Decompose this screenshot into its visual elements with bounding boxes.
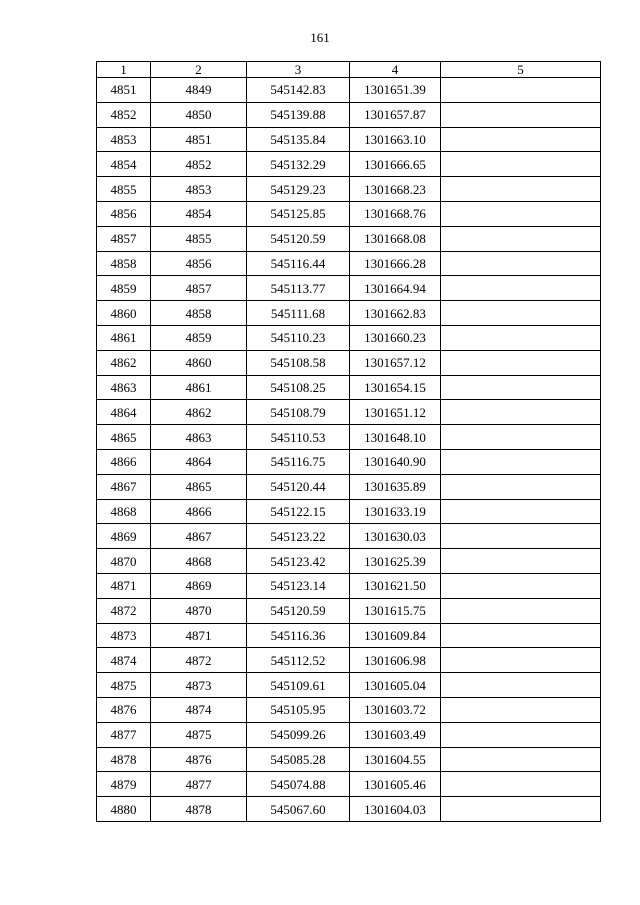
page-number: 161 <box>310 30 330 45</box>
table-cell: 4862 <box>151 400 247 425</box>
table-header-row <box>97 62 601 78</box>
table-cell: 4871 <box>97 573 151 598</box>
table-cell: 4872 <box>97 598 151 623</box>
table-cell <box>441 425 601 450</box>
table-row <box>97 772 601 797</box>
table-cell: 545067.60 <box>247 797 350 822</box>
table-cell: 4856 <box>151 251 247 276</box>
table-cell: 4876 <box>97 697 151 722</box>
table-cell: 4866 <box>151 499 247 524</box>
table-cell: 4858 <box>97 251 151 276</box>
column-header: 5 <box>441 62 601 78</box>
table-cell: 1301666.65 <box>350 152 441 177</box>
table-cell: 4851 <box>97 78 151 103</box>
table-cell: 1301668.76 <box>350 201 441 226</box>
table-row <box>97 226 601 251</box>
table-body <box>97 78 601 822</box>
table-cell: 545113.77 <box>247 276 350 301</box>
table-cell <box>441 152 601 177</box>
table-row <box>97 623 601 648</box>
table-cell <box>441 697 601 722</box>
table-cell: 4854 <box>151 201 247 226</box>
table-cell: 545120.44 <box>247 474 350 499</box>
table-cell <box>441 648 601 673</box>
table-row <box>97 648 601 673</box>
table-cell: 1301651.12 <box>350 400 441 425</box>
table-cell: 4873 <box>97 623 151 648</box>
table-row <box>97 201 601 226</box>
table-cell: 1301648.10 <box>350 425 441 450</box>
table-cell: 545099.26 <box>247 722 350 747</box>
table-cell: 1301603.72 <box>350 697 441 722</box>
table-cell: 545108.79 <box>247 400 350 425</box>
table-cell: 4852 <box>151 152 247 177</box>
table-cell: 4856 <box>97 201 151 226</box>
table-cell <box>441 772 601 797</box>
table-cell <box>441 325 601 350</box>
table-cell: 545135.84 <box>247 127 350 152</box>
table-cell: 4877 <box>151 772 247 797</box>
table-cell: 1301657.12 <box>350 350 441 375</box>
table-cell: 4873 <box>151 673 247 698</box>
table-row <box>97 697 601 722</box>
table-cell: 4865 <box>97 425 151 450</box>
table-cell <box>441 78 601 103</box>
table-cell: 1301635.89 <box>350 474 441 499</box>
table-row <box>97 474 601 499</box>
table-cell: 545132.29 <box>247 152 350 177</box>
table-cell: 4868 <box>151 549 247 574</box>
table-cell: 1301654.15 <box>350 375 441 400</box>
table-row <box>97 524 601 549</box>
table-cell: 545129.23 <box>247 177 350 202</box>
table-cell: 1301662.83 <box>350 301 441 326</box>
table-cell <box>441 375 601 400</box>
table-cell: 4859 <box>151 325 247 350</box>
table-cell: 4870 <box>151 598 247 623</box>
table-row <box>97 177 601 202</box>
table-cell: 545116.36 <box>247 623 350 648</box>
table-cell: 4860 <box>151 350 247 375</box>
table-row <box>97 400 601 425</box>
table-cell: 1301668.08 <box>350 226 441 251</box>
table-cell: 4880 <box>97 797 151 822</box>
table-row <box>97 747 601 772</box>
table-cell <box>441 573 601 598</box>
table-cell: 4849 <box>151 78 247 103</box>
table-cell: 4875 <box>151 722 247 747</box>
table-cell <box>441 201 601 226</box>
table-cell: 4862 <box>97 350 151 375</box>
table-cell: 1301603.49 <box>350 722 441 747</box>
table-cell: 4850 <box>151 102 247 127</box>
table-cell: 1301664.94 <box>350 276 441 301</box>
table-row <box>97 276 601 301</box>
table-cell: 545120.59 <box>247 226 350 251</box>
table-cell: 1301660.23 <box>350 325 441 350</box>
table-cell: 545142.83 <box>247 78 350 103</box>
table-row <box>97 549 601 574</box>
table-cell: 4855 <box>151 226 247 251</box>
table-cell: 1301605.46 <box>350 772 441 797</box>
table-cell: 545123.22 <box>247 524 350 549</box>
table-cell: 4853 <box>97 127 151 152</box>
table-row <box>97 325 601 350</box>
table-cell <box>441 449 601 474</box>
table-cell: 4864 <box>151 449 247 474</box>
table-cell: 1301604.55 <box>350 747 441 772</box>
table-cell <box>441 350 601 375</box>
table-cell <box>441 524 601 549</box>
table-cell: 545122.15 <box>247 499 350 524</box>
table-cell: 545109.61 <box>247 673 350 698</box>
table-row <box>97 797 601 822</box>
table-cell: 4857 <box>151 276 247 301</box>
table-cell: 4878 <box>151 797 247 822</box>
table-cell: 1301640.90 <box>350 449 441 474</box>
table-cell <box>441 747 601 772</box>
table-row <box>97 598 601 623</box>
table-cell: 545125.85 <box>247 201 350 226</box>
table-cell: 4869 <box>97 524 151 549</box>
table-row <box>97 301 601 326</box>
table-cell: 4878 <box>97 747 151 772</box>
table-cell <box>441 102 601 127</box>
table-cell: 545123.14 <box>247 573 350 598</box>
table-row <box>97 499 601 524</box>
table-cell <box>441 673 601 698</box>
table-row <box>97 722 601 747</box>
table-cell <box>441 598 601 623</box>
table-row <box>97 449 601 474</box>
table-cell: 1301633.19 <box>350 499 441 524</box>
table-cell: 4853 <box>151 177 247 202</box>
column-header: 3 <box>247 62 350 78</box>
table-cell: 1301605.04 <box>350 673 441 698</box>
table-cell: 1301625.39 <box>350 549 441 574</box>
table-cell: 4859 <box>97 276 151 301</box>
table-cell <box>441 301 601 326</box>
table-cell: 4867 <box>97 474 151 499</box>
table-cell: 4879 <box>97 772 151 797</box>
table-cell: 545074.88 <box>247 772 350 797</box>
table-cell: 1301651.39 <box>350 78 441 103</box>
table-cell: 4874 <box>151 697 247 722</box>
table-cell <box>441 722 601 747</box>
table-cell: 4855 <box>97 177 151 202</box>
table-cell: 545105.95 <box>247 697 350 722</box>
table-cell: 4857 <box>97 226 151 251</box>
table-row <box>97 673 601 698</box>
table-cell: 545112.52 <box>247 648 350 673</box>
table-cell <box>441 251 601 276</box>
table-cell <box>441 226 601 251</box>
table-cell <box>441 549 601 574</box>
table-cell: 4854 <box>97 152 151 177</box>
table-cell: 545110.53 <box>247 425 350 450</box>
table-cell: 4860 <box>97 301 151 326</box>
table-cell <box>441 276 601 301</box>
table-cell <box>441 797 601 822</box>
table-cell <box>441 127 601 152</box>
table-cell: 4861 <box>97 325 151 350</box>
table-cell: 4863 <box>97 375 151 400</box>
table-row <box>97 152 601 177</box>
table-cell: 545123.42 <box>247 549 350 574</box>
table-cell: 545108.25 <box>247 375 350 400</box>
table-cell: 545120.59 <box>247 598 350 623</box>
table-cell: 545085.28 <box>247 747 350 772</box>
table-cell: 4861 <box>151 375 247 400</box>
table-cell <box>441 400 601 425</box>
table-cell <box>441 177 601 202</box>
table-row <box>97 350 601 375</box>
table-cell: 4872 <box>151 648 247 673</box>
table-row <box>97 251 601 276</box>
table-cell: 545116.44 <box>247 251 350 276</box>
table-cell: 1301604.03 <box>350 797 441 822</box>
table-cell: 1301621.50 <box>350 573 441 598</box>
table-cell: 1301615.75 <box>350 598 441 623</box>
table-cell: 545108.58 <box>247 350 350 375</box>
table-cell: 4866 <box>97 449 151 474</box>
table-cell: 4869 <box>151 573 247 598</box>
table-row <box>97 573 601 598</box>
column-header: 2 <box>151 62 247 78</box>
table-cell: 4852 <box>97 102 151 127</box>
coordinates-table <box>96 61 601 822</box>
table-cell: 4867 <box>151 524 247 549</box>
table-cell <box>441 499 601 524</box>
table-cell: 4864 <box>97 400 151 425</box>
table-cell: 545110.23 <box>247 325 350 350</box>
table-cell: 4870 <box>97 549 151 574</box>
table-cell: 1301630.03 <box>350 524 441 549</box>
table-cell: 545111.68 <box>247 301 350 326</box>
table-cell <box>441 623 601 648</box>
table-cell: 4863 <box>151 425 247 450</box>
table-cell: 4865 <box>151 474 247 499</box>
table-cell: 1301666.28 <box>350 251 441 276</box>
table-cell: 1301606.98 <box>350 648 441 673</box>
table-cell: 4875 <box>97 673 151 698</box>
table-cell: 1301668.23 <box>350 177 441 202</box>
table-cell: 1301609.84 <box>350 623 441 648</box>
table-cell: 4851 <box>151 127 247 152</box>
table-cell: 4868 <box>97 499 151 524</box>
table-cell: 4871 <box>151 623 247 648</box>
table-row <box>97 425 601 450</box>
table-cell: 4874 <box>97 648 151 673</box>
column-header: 1 <box>97 62 151 78</box>
table-row <box>97 78 601 103</box>
table-row <box>97 127 601 152</box>
table-cell: 1301663.10 <box>350 127 441 152</box>
table-cell: 4858 <box>151 301 247 326</box>
table-row <box>97 102 601 127</box>
table-cell <box>441 474 601 499</box>
column-header: 4 <box>350 62 441 78</box>
table-cell: 1301657.87 <box>350 102 441 127</box>
table-cell: 4876 <box>151 747 247 772</box>
table-cell: 4877 <box>97 722 151 747</box>
table-cell: 545139.88 <box>247 102 350 127</box>
table-row <box>97 375 601 400</box>
table-cell: 545116.75 <box>247 449 350 474</box>
